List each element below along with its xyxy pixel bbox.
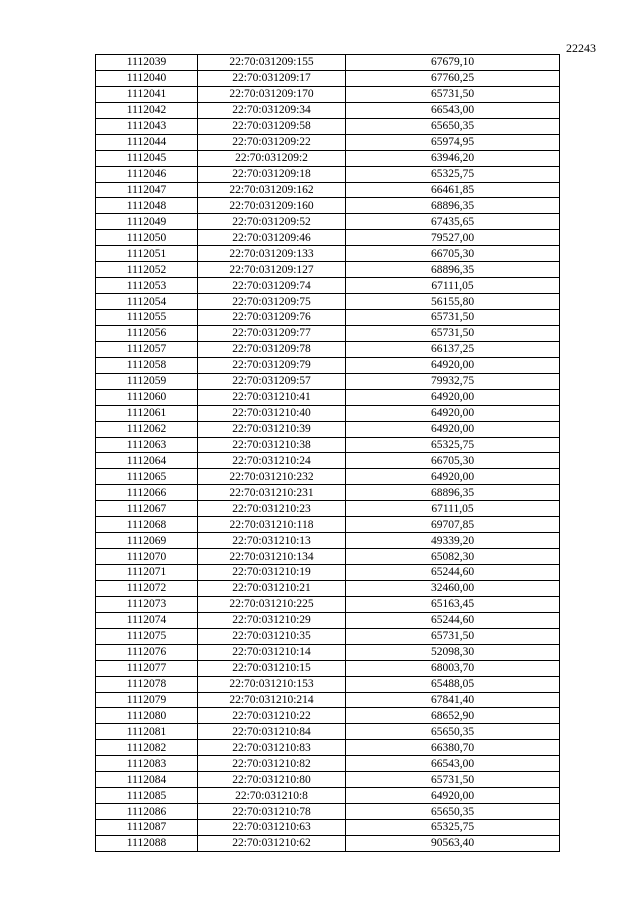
value-cell: 65325,75 bbox=[346, 166, 560, 182]
row-number-cell: 1112063 bbox=[96, 437, 198, 453]
table-row bbox=[96, 166, 560, 182]
cadastral-number-cell: 22:70:031210:35 bbox=[198, 628, 346, 644]
value-cell: 65731,50 bbox=[346, 310, 560, 326]
cadastral-number-cell: 22:70:031210:19 bbox=[198, 565, 346, 581]
value-cell: 79527,00 bbox=[346, 230, 560, 246]
value-cell: 65082,30 bbox=[346, 549, 560, 565]
value-cell: 90563,40 bbox=[346, 835, 560, 851]
table-row bbox=[96, 70, 560, 86]
table-row bbox=[96, 740, 560, 756]
cadastral-number-cell: 22:70:031209:170 bbox=[198, 86, 346, 102]
cadastral-number-cell: 22:70:031210:23 bbox=[198, 501, 346, 517]
cadastral-number-cell: 22:70:031210:78 bbox=[198, 804, 346, 820]
row-number-cell: 1112086 bbox=[96, 804, 198, 820]
value-cell: 65325,75 bbox=[346, 437, 560, 453]
cadastral-number-cell: 22:70:031209:77 bbox=[198, 325, 346, 341]
value-cell: 68896,35 bbox=[346, 198, 560, 214]
row-number-cell: 1112041 bbox=[96, 86, 198, 102]
cadastral-number-cell: 22:70:031210:153 bbox=[198, 676, 346, 692]
table-row bbox=[96, 389, 560, 405]
row-number-cell: 1112084 bbox=[96, 772, 198, 788]
row-number-cell: 1112073 bbox=[96, 596, 198, 612]
table-row bbox=[96, 660, 560, 676]
row-number-cell: 1112060 bbox=[96, 389, 198, 405]
cadastral-number-cell: 22:70:031209:74 bbox=[198, 278, 346, 294]
row-number-cell: 1112074 bbox=[96, 612, 198, 628]
cadastral-number-cell: 22:70:031209:2 bbox=[198, 150, 346, 166]
row-number-cell: 1112058 bbox=[96, 357, 198, 373]
table-row bbox=[96, 644, 560, 660]
row-number-cell: 1112079 bbox=[96, 692, 198, 708]
cadastral-number-cell: 22:70:031210:40 bbox=[198, 405, 346, 421]
cadastral-number-cell: 22:70:031210:14 bbox=[198, 644, 346, 660]
table-row bbox=[96, 55, 560, 71]
value-cell: 67111,05 bbox=[346, 278, 560, 294]
cadastral-number-cell: 22:70:031210:24 bbox=[198, 453, 346, 469]
row-number-cell: 1112072 bbox=[96, 580, 198, 596]
row-number-cell: 1112071 bbox=[96, 565, 198, 581]
table-row bbox=[96, 214, 560, 230]
table-row bbox=[96, 182, 560, 198]
table-row bbox=[96, 230, 560, 246]
cadastral-number-cell: 22:70:031209:162 bbox=[198, 182, 346, 198]
value-cell: 52098,30 bbox=[346, 644, 560, 660]
cadastral-number-cell: 22:70:031210:38 bbox=[198, 437, 346, 453]
value-cell: 64920,00 bbox=[346, 389, 560, 405]
table-row bbox=[96, 278, 560, 294]
row-number-cell: 1112062 bbox=[96, 421, 198, 437]
cadastral-number-cell: 22:70:031210:39 bbox=[198, 421, 346, 437]
value-cell: 65325,75 bbox=[346, 820, 560, 836]
row-number-cell: 1112067 bbox=[96, 501, 198, 517]
row-number-cell: 1112061 bbox=[96, 405, 198, 421]
value-cell: 68003,70 bbox=[346, 660, 560, 676]
cadastral-number-cell: 22:70:031210:134 bbox=[198, 549, 346, 565]
row-number-cell: 1112080 bbox=[96, 708, 198, 724]
row-number-cell: 1112085 bbox=[96, 788, 198, 804]
value-cell: 79932,75 bbox=[346, 373, 560, 389]
table-row bbox=[96, 262, 560, 278]
cadastral-number-cell: 22:70:031210:80 bbox=[198, 772, 346, 788]
value-cell: 66543,00 bbox=[346, 102, 560, 118]
table-row bbox=[96, 772, 560, 788]
table-row bbox=[96, 150, 560, 166]
value-cell: 65244,60 bbox=[346, 565, 560, 581]
cadastral-number-cell: 22:70:031209:57 bbox=[198, 373, 346, 389]
row-number-cell: 1112069 bbox=[96, 533, 198, 549]
row-number-cell: 1112051 bbox=[96, 246, 198, 262]
row-number-cell: 1112081 bbox=[96, 724, 198, 740]
value-cell: 65731,50 bbox=[346, 772, 560, 788]
value-cell: 67841,40 bbox=[346, 692, 560, 708]
cadastral-number-cell: 22:70:031209:160 bbox=[198, 198, 346, 214]
cadastral-number-cell: 22:70:031210:22 bbox=[198, 708, 346, 724]
row-number-cell: 1112066 bbox=[96, 485, 198, 501]
row-number-cell: 1112045 bbox=[96, 150, 198, 166]
row-number-cell: 1112044 bbox=[96, 134, 198, 150]
table-row bbox=[96, 485, 560, 501]
table-row bbox=[96, 724, 560, 740]
cadastral-number-cell: 22:70:031210:225 bbox=[198, 596, 346, 612]
table-row bbox=[96, 134, 560, 150]
row-number-cell: 1112050 bbox=[96, 230, 198, 246]
row-number-cell: 1112039 bbox=[96, 55, 198, 71]
value-cell: 67435,65 bbox=[346, 214, 560, 230]
cadastral-number-cell: 22:70:031209:18 bbox=[198, 166, 346, 182]
table-row bbox=[96, 310, 560, 326]
table-row bbox=[96, 517, 560, 533]
value-cell: 65731,50 bbox=[346, 325, 560, 341]
row-number-cell: 1112054 bbox=[96, 294, 198, 310]
row-number-cell: 1112087 bbox=[96, 820, 198, 836]
value-cell: 65488,05 bbox=[346, 676, 560, 692]
row-number-cell: 1112059 bbox=[96, 373, 198, 389]
value-cell: 65731,50 bbox=[346, 86, 560, 102]
value-cell: 65974,95 bbox=[346, 134, 560, 150]
row-number-cell: 1112049 bbox=[96, 214, 198, 230]
value-cell: 66137,25 bbox=[346, 341, 560, 357]
value-cell: 64920,00 bbox=[346, 421, 560, 437]
value-cell: 63946,20 bbox=[346, 150, 560, 166]
table-row bbox=[96, 294, 560, 310]
cadastral-number-cell: 22:70:031209:34 bbox=[198, 102, 346, 118]
value-cell: 64920,00 bbox=[346, 405, 560, 421]
cadastral-number-cell: 22:70:031210:62 bbox=[198, 835, 346, 851]
table-row bbox=[96, 708, 560, 724]
table-row bbox=[96, 198, 560, 214]
row-number-cell: 1112056 bbox=[96, 325, 198, 341]
value-cell: 69707,85 bbox=[346, 517, 560, 533]
table-row bbox=[96, 118, 560, 134]
table-row bbox=[96, 565, 560, 581]
table-row bbox=[96, 405, 560, 421]
table-row bbox=[96, 628, 560, 644]
value-cell: 66543,00 bbox=[346, 756, 560, 772]
row-number-cell: 1112040 bbox=[96, 70, 198, 86]
cadastral-number-cell: 22:70:031209:75 bbox=[198, 294, 346, 310]
value-cell: 66705,30 bbox=[346, 246, 560, 262]
table-row bbox=[96, 549, 560, 565]
value-cell: 66705,30 bbox=[346, 453, 560, 469]
row-number-cell: 1112046 bbox=[96, 166, 198, 182]
value-cell: 67111,05 bbox=[346, 501, 560, 517]
table-row bbox=[96, 533, 560, 549]
cadastral-number-cell: 22:70:031210:15 bbox=[198, 660, 346, 676]
row-number-cell: 1112047 bbox=[96, 182, 198, 198]
row-number-cell: 1112064 bbox=[96, 453, 198, 469]
table-row bbox=[96, 804, 560, 820]
value-cell: 68896,35 bbox=[346, 262, 560, 278]
cadastral-number-cell: 22:70:031210:21 bbox=[198, 580, 346, 596]
row-number-cell: 1112048 bbox=[96, 198, 198, 214]
table-row bbox=[96, 102, 560, 118]
data-table bbox=[95, 54, 560, 852]
table-row bbox=[96, 756, 560, 772]
row-number-cell: 1112065 bbox=[96, 469, 198, 485]
value-cell: 64920,00 bbox=[346, 788, 560, 804]
value-cell: 66461,85 bbox=[346, 182, 560, 198]
value-cell: 65650,35 bbox=[346, 724, 560, 740]
table-row bbox=[96, 357, 560, 373]
table-row bbox=[96, 835, 560, 851]
table-body bbox=[96, 55, 560, 852]
cadastral-number-cell: 22:70:031209:79 bbox=[198, 357, 346, 373]
value-cell: 64920,00 bbox=[346, 469, 560, 485]
table-row bbox=[96, 692, 560, 708]
value-cell: 68652,90 bbox=[346, 708, 560, 724]
value-cell: 56155,80 bbox=[346, 294, 560, 310]
value-cell: 66380,70 bbox=[346, 740, 560, 756]
cadastral-number-cell: 22:70:031210:29 bbox=[198, 612, 346, 628]
table-row bbox=[96, 453, 560, 469]
value-cell: 67760,25 bbox=[346, 70, 560, 86]
page-number: 22243 bbox=[566, 41, 596, 55]
table-row bbox=[96, 501, 560, 517]
cadastral-number-cell: 22:70:031209:155 bbox=[198, 55, 346, 71]
cadastral-number-cell: 22:70:031209:58 bbox=[198, 118, 346, 134]
cadastral-number-cell: 22:70:031210:214 bbox=[198, 692, 346, 708]
table-row bbox=[96, 421, 560, 437]
cadastral-number-cell: 22:70:031209:17 bbox=[198, 70, 346, 86]
row-number-cell: 1112042 bbox=[96, 102, 198, 118]
table-row bbox=[96, 325, 560, 341]
cadastral-number-cell: 22:70:031210:8 bbox=[198, 788, 346, 804]
table-row bbox=[96, 612, 560, 628]
value-cell: 65244,60 bbox=[346, 612, 560, 628]
cadastral-number-cell: 22:70:031210:41 bbox=[198, 389, 346, 405]
table-row bbox=[96, 437, 560, 453]
value-cell: 65650,35 bbox=[346, 804, 560, 820]
value-cell: 32460,00 bbox=[346, 580, 560, 596]
cadastral-number-cell: 22:70:031209:76 bbox=[198, 310, 346, 326]
row-number-cell: 1112076 bbox=[96, 644, 198, 660]
cadastral-number-cell: 22:70:031209:127 bbox=[198, 262, 346, 278]
table-row bbox=[96, 373, 560, 389]
row-number-cell: 1112075 bbox=[96, 628, 198, 644]
row-number-cell: 1112078 bbox=[96, 676, 198, 692]
row-number-cell: 1112082 bbox=[96, 740, 198, 756]
value-cell: 67679,10 bbox=[346, 55, 560, 71]
row-number-cell: 1112068 bbox=[96, 517, 198, 533]
cadastral-number-cell: 22:70:031210:84 bbox=[198, 724, 346, 740]
row-number-cell: 1112055 bbox=[96, 310, 198, 326]
table-row bbox=[96, 580, 560, 596]
cadastral-number-cell: 22:70:031209:133 bbox=[198, 246, 346, 262]
cadastral-number-cell: 22:70:031209:78 bbox=[198, 341, 346, 357]
cadastral-number-cell: 22:70:031209:52 bbox=[198, 214, 346, 230]
cadastral-number-cell: 22:70:031210:118 bbox=[198, 517, 346, 533]
row-number-cell: 1112077 bbox=[96, 660, 198, 676]
table-row bbox=[96, 341, 560, 357]
row-number-cell: 1112053 bbox=[96, 278, 198, 294]
value-cell: 68896,35 bbox=[346, 485, 560, 501]
value-cell: 65163,45 bbox=[346, 596, 560, 612]
cadastral-number-cell: 22:70:031210:83 bbox=[198, 740, 346, 756]
cadastral-number-cell: 22:70:031209:22 bbox=[198, 134, 346, 150]
value-cell: 64920,00 bbox=[346, 357, 560, 373]
value-cell: 65731,50 bbox=[346, 628, 560, 644]
row-number-cell: 1112088 bbox=[96, 835, 198, 851]
table-row bbox=[96, 86, 560, 102]
row-number-cell: 1112083 bbox=[96, 756, 198, 772]
cadastral-number-cell: 22:70:031210:13 bbox=[198, 533, 346, 549]
cadastral-number-cell: 22:70:031210:63 bbox=[198, 820, 346, 836]
table-row bbox=[96, 469, 560, 485]
table-row bbox=[96, 820, 560, 836]
row-number-cell: 1112052 bbox=[96, 262, 198, 278]
table-row bbox=[96, 676, 560, 692]
cadastral-number-cell: 22:70:031210:82 bbox=[198, 756, 346, 772]
table-row bbox=[96, 596, 560, 612]
row-number-cell: 1112043 bbox=[96, 118, 198, 134]
row-number-cell: 1112057 bbox=[96, 341, 198, 357]
cadastral-number-cell: 22:70:031209:46 bbox=[198, 230, 346, 246]
table-row bbox=[96, 788, 560, 804]
table-row bbox=[96, 246, 560, 262]
cadastral-number-cell: 22:70:031210:232 bbox=[198, 469, 346, 485]
value-cell: 65650,35 bbox=[346, 118, 560, 134]
row-number-cell: 1112070 bbox=[96, 549, 198, 565]
value-cell: 49339,20 bbox=[346, 533, 560, 549]
cadastral-number-cell: 22:70:031210:231 bbox=[198, 485, 346, 501]
